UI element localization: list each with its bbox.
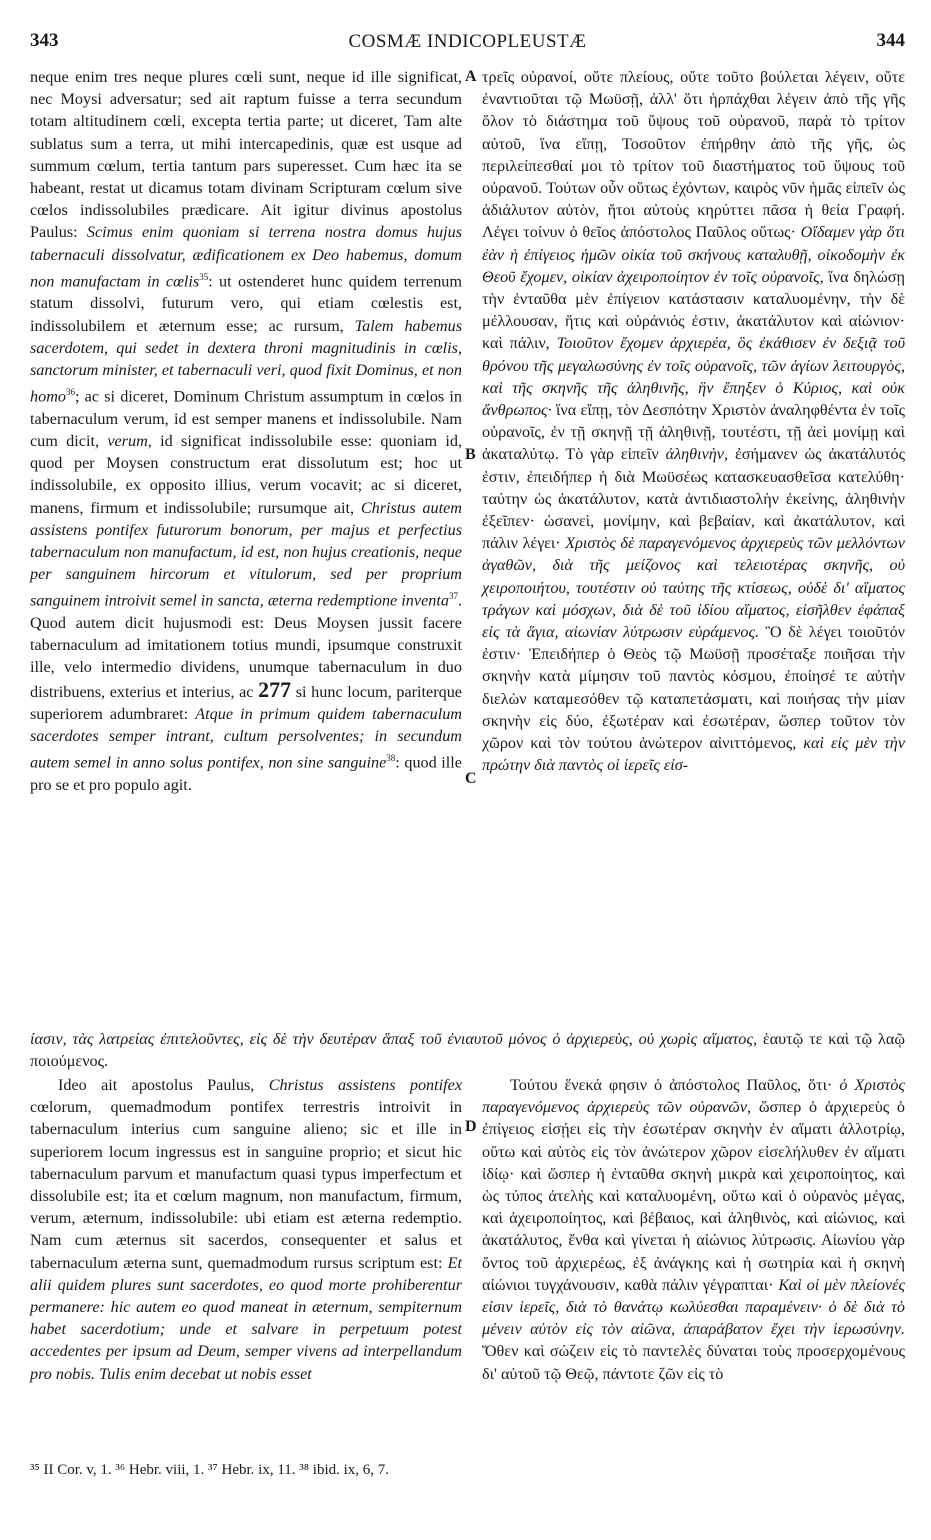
latin-lower-paragraph: Ideo ait apostolus Paulus, Christus assistens pontifex cœlorum, quemadmodum pontifex terrestris introivit in tabernaculum interius cum sanguine alieno; sic et ille in superiorem locum ingressus est in sanguine proprio; et sicut hic tabernaculum parvum et manufactum quasi typus imperfectum et dissolubile est; ita et cœlum magnum, non manufactum, firmum, verum, æternum, indissolubile: ubi etiam est æterna redemptio. Nam cum æternus sit sacerdos, consequenter et salus et tabernaculum æterna sunt, quemadmodum rursus scriptum est: Et alii quidem plures sunt sacerdotes, eo quod morte prohiberentur permanere: hic autem eo quod maneat in æternum, sempiternum habet sacerdotium; unde et salvare in perpetuum potest accedentes per ipsum ad Deum, semper vivens ad interpellandum pro nobis. Tulis enim decebat ut nobis esset <box>30 1076 463 1383</box>
page-number-left: 343 <box>30 30 59 51</box>
column-number: 277 <box>258 676 292 702</box>
latin-paragraph: neque enim tres neque plures cœli sunt, neque id ille significat, nec Moysi adversatur; sed ait raptum fuisse a terra secundum totam altitudinem cœli, excepta tertia parte; ut diceret, Tam alte sublatus sum a terra, ut mihi intercapedinis, quæ est usque ad summum cœlum, tertia tantum pars superesset. Cum hæc ita se habeant, restat ut dicamus totam divinam Scripturam cœlum sive cœlos indissolubiles prædicare. Ait igitur divinus apostolus Paulus: Scimus enim quoniam si terrena nostra domus hujus tabernaculi dissolvatur, ædificationem ex Deo habemus, domum non manufactam in cœlis$^{35}$: ut ostenderet hunc quidem terrenum statum dissolvi, futurum vero, qui etiam cœlestis est, indissolubilem et æternum esse; ac rursum, Talem habemus sacerdotem, qui sedet in dextera throni magnitudinis in cœlis, sanctorum minister, et tabernaculi veri, quod fixit Dominus, et non homo$^{36}$; ac si diceret, Dominum Christum assumptum in cœlos in tabernaculum verum, id est semper manens et indissolubile. Nam cum dicit, verum, id significat indissolubile esse: quoniam id, quod per Moysen constructum erat dissolutum est; hoc ut indissolubile, ex opposito illius, verum vocavit; ac si diceret, manens, firmum et indissolubile; rursumque ait, Christus autem assistens pontifex futurorum bonorum, per majus et perfectius tabernaculum non manufactum, id est, non hujus creationis, neque per sanguinem hircorum et vitulorum, sed per proprium sanguinem introivit semel in sancta, æterna redemptione inventa$^{37}$. Quod autem dicit hujusmodi est: Deus Moysen jussit facere tabernaculum ad imitationem totius mundi, ipsumque construxit ille, velo intermedio dividens, unumque tabernaculum in duo distribuens, exterius et interius, ac 277 si hunc locum, pariterque superiorem adumbraret: Atque in primum quidem tabernaculum sacerdotes semper intrant, cultum persolventes; in secundum autem semel in anno solus pontifex, non sine sanguine$^{38}$: quod ille pro se et pro populo agit. <box>30 68 463 794</box>
latin-lower-column <box>30 1074 462 1385</box>
greek-paragraph: τρεῖς οὐρανοί, οὔτε πλείους, οὔτε τοῦτο βούλεται λέγειν, οὔτε ἐναντιοῦται τῷ Μωϋσῇ, ἀλλ' ὅτι ἡρπάχθαι λέγειν ἀπὸ τῆς γῆς ὅλον τὸ διάστημα τοῦ ὕψους τοῦ οὐρανοῦ, παρὰ τὸ τρίτον αὐτοῦ, ἵνα εἴπῃ, Τοσοῦτον ἐπήρθην ἀπὸ τῆς γῆς, ὡς περιλείπεσθαί μοι τὸ τρίτον τοῦ διαστήματος τοῦ ὕψους τοῦ οὐρανοῦ. Τούτων οὖν οὕτως ἐχόντων, καιρὸς νῦν ἡμᾶς εἰπεῖν ὡς ἀδιάλυτον αὐτὸν, ἤτοι αὐτοὺς κηρύττει πᾶσα ἡ θεία Γραφή. Λέγει τοίνυν ὁ θεῖος ἀπόστολος Παῦλος οὕτως· Οἴδαμεν γὰρ ὅτι ἐὰν ἡ ἐπίγειος ἡμῶν οἰκία τοῦ σκήνους καταλυθῇ, οἰκοδομὴν ἐκ Θεοῦ ἔχομεν, οἰκίαν ἀχειροποίητον ἐν τοῖς οὐρανοῖς, ἵνα δηλώσῃ τὴν ἐνταῦθα μὲν ἐπίγειον κατάστασιν καταλυομένην, τὴν δὲ μέλλουσαν, ἥτις καὶ οὐράνιός ἐστιν, ἀκατάλυτον καὶ αἰώνιον· καὶ πάλιν, Τοιοῦτον ἔχομεν ἀρχιερέα, ὃς ἐκάθισεν ἐν δεξιᾷ τοῦ θρόνου τῆς μεγαλωσύνης ἐν τοῖς οὐρανοῖς, τῶν ἁγίων λειτουργὸς, καὶ τῆς σκηνῆς τῆς ἀληθινῆς, ἣν ἔπηξεν ὁ Κύριος, καὶ οὐκ ἄνθρωπος· ἵνα εἴπῃ, τὸν Δεσπότην Χριστὸν ἀναληφθέντα ἐν τοῖς οὐρανοῖς, ἐν τῇ σκηνῇ τῇ ἀληθινῇ, τουτέστι, τῇ ἀεὶ μονίμῃ καὶ ἀκαταλύτῳ. Τὸ γὰρ εἰπεῖν ἀληθινὴν, ἐσήμανεν ὡς ἀκατάλυτός ἐστιν, ἐπειδήπερ ἡ διὰ Μωϋσέως κατασκευασθεῖσα κατελύθη· ταύτην ὡς ἀκατάλυτον, κατὰ ἀντιδιαστολὴν ἐκείνης, ἀληθινὴν ἐξεῖπεν· ὡσανεὶ, μονίμην, καὶ βεβαίαν, καὶ ἀκατάλυτον, καὶ πάλιν λέγει· Χριστὸς δὲ παραγενόμενος ἀρχιερεὺς τῶν μελλόντων ἀγαθῶν, διὰ τῆς μείζονος καὶ τελειοτέρας σκηνῆς, οὐ χειροποιήτου, τουτέστιν οὐ ταύτης τῆς κτίσεως, οὐδὲ δι' αἵματος τράγων καὶ μόσχων, διὰ δὲ τοῦ ἰδίου αἵματος, εἰσῆλθεν ἐφάπαξ εἰς τὰ ἅγια, αἰωνίαν λύτρωσιν εὑράμενος. Ὃ δὲ λέγει τοιοῦτόν ἐστιν· Ἐπειδήπερ ὁ Θεὸς τῷ Μωϋσῇ προσέταξε ποιῆσαι τὴν σκηνὴν κατὰ μίμησιν τοῦ παντὸς κόσμου, ἐποίησέ τε αὐτὴν διελὼν καταμεσόθεν τῷ καταπετάσματι, καὶ ποιήσας τὴν μίαν σκηνὴν εἰς δύο, ἐξωτέραν καὶ ἐσωτέραν, ὥσπερ τοῦτον τὸν χῶρον καὶ τὸν τούτου ἀνώτερον αἰνιττόμενος, καὶ εἰς μὲν τὴν πρώτην διὰ παντὸς οἱ ἱερεῖς εἰσ- <box>482 68 906 775</box>
page-number-right: 344 <box>876 30 905 51</box>
footnotes: ³⁵ II Cor. v, 1. ³⁶ Hebr. viii, 1. ³⁷ Hebr. ix, 11. ³⁸ ibid. ix, 6, 7. <box>30 1462 390 1478</box>
latin-column <box>30 66 462 796</box>
margin-letter-d: D <box>465 1118 477 1135</box>
margin-letter-b: B <box>465 446 476 463</box>
greek-lower-column <box>482 1074 905 1385</box>
page-header <box>30 30 905 56</box>
greek-lower-paragraph: Τούτου ἕνεκά φησιν ὁ ἀπόστολος Παῦλος, ὅτι· ὁ Χριστὸς παραγενόμενος ἀρχιερεὺς τῶν οὐρανῶν, ὥσπερ ὁ ἀρχιερεὺς ὁ ἐπίγειος εἰσῄει εἰς τὴν ἐσωτέραν σκηνὴν ἐν αἵματι ἀλλοτρίῳ, οὕτω καὶ αὐτὸς εἰς τὸν ἀνώτερον χῶρον εἰσελήλυθεν ἐν αἵματι ἰδίῳ· καὶ ὥσπερ ἡ ἐνταῦθα σκηνὴ μικρὰ καὶ χειροποίητος, καὶ ὡς τύπος ἀτελὴς καὶ καταλυομένη, οὕτω καὶ ὁ οὐρανὸς μέγας, καὶ ἀχειροποίητος, καὶ βέβαιος, καὶ ἀληθινὸς, καὶ αἰώνιος, καὶ ἀκατάλυτος, ἔνθα καὶ γίνεται ἡ αἰώνιος λύτρωσις. Αἰωνίου γὰρ ὄντος τοῦ ἀρχιερέως, ἐξ ἀνάγκης καὶ ἡ σωτηρία καὶ ἡ σκηνὴ αἰώνιοι τυγχάνουσιν, καθὰ πάλιν γέγραπται· Καὶ οἱ μὲν πλείονές εἰσιν ἱερεῖς, διὰ τὸ θανάτῳ κωλύεσθαι παραμένειν· ὁ δὲ διὰ τὸ μένειν αὐτὸν εἰς τὸν αἰῶνα, ἀπαράβατον ἔχει τὴν ἱερωσύνην. Ὅθεν καὶ σώζειν εἰς τὸ παντελὲς δύναται τοὺς προσερχομένους δι' αὐτοῦ τῷ Θεῷ, πάντοτε ζῶν εἰς τὸ <box>482 1076 906 1383</box>
margin-letter-a: A <box>465 68 477 85</box>
margin-letter-c: C <box>465 770 477 787</box>
greek-column <box>482 66 905 777</box>
full-width-line: ίασιν, τὰς λατρείας ἐπιτελοῦντες, εἰς δὲ τὴν δευτέραν ἅπαξ τοῦ ἐνιαυτοῦ μόνος ὁ ἀρχιερεὺς, οὐ χωρὶς αἵματος, ἑαυτῷ τε καὶ τῷ λαῷ ποιούμενος. <box>30 1030 905 1071</box>
running-title: COSMÆ INDICOPLEUSTÆ <box>348 31 587 52</box>
